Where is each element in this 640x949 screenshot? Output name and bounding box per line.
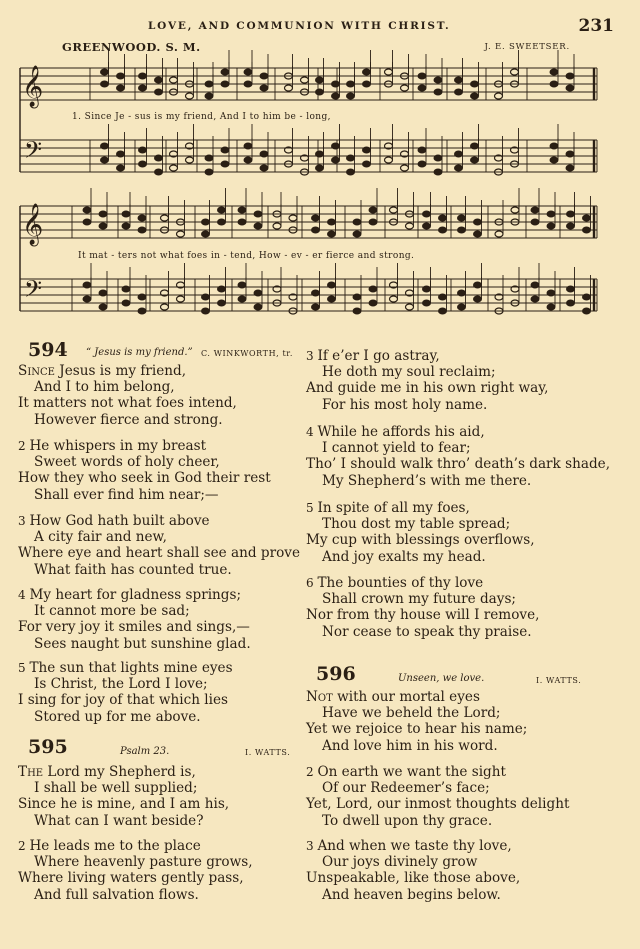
note-head: [418, 73, 426, 79]
note-head: [205, 81, 213, 87]
note-head: [567, 300, 575, 306]
stanza-number: 2: [18, 439, 30, 453]
note-head: [423, 211, 431, 217]
note-head: [583, 294, 591, 300]
hymn-line: Nor from thy house will I remove,: [306, 607, 540, 624]
tune-name: GREENWOOD. S. M.: [62, 40, 201, 54]
note-head: [221, 69, 229, 75]
hymn-line: A city fair and new,: [34, 529, 167, 546]
stanza-initial-word: Not: [306, 689, 333, 705]
stanza-text: How God hath built above: [29, 513, 210, 529]
note-head: [550, 157, 558, 163]
note-head: [471, 93, 479, 99]
note-head: [117, 151, 125, 157]
stanza-text: And when we taste thy love,: [317, 838, 512, 854]
stanza-text: The bounties of thy love: [317, 575, 484, 591]
note-head: [353, 308, 361, 314]
stanza-text: My heart for gladness springs;: [29, 587, 242, 603]
note-head: [186, 157, 194, 163]
hymn-line: And full salvation flows.: [34, 886, 199, 903]
note-head: [369, 207, 377, 213]
hymn-line: Stored up for me above.: [34, 708, 201, 725]
note-head: [138, 227, 146, 233]
note-head: [254, 223, 262, 229]
note-head: [83, 219, 91, 225]
hymn-line: Shall ever find him near;—: [34, 486, 219, 503]
stanza-number: 6: [306, 576, 318, 590]
hymn-line: It cannot more be sad;: [34, 603, 190, 620]
note-head: [177, 231, 185, 237]
note-head: [390, 207, 398, 213]
hymn-line: Yet, Lord, our inmost thoughts delight: [306, 796, 570, 813]
hymn-line: And love him in his word.: [322, 737, 498, 754]
note-head: [99, 211, 107, 217]
note-head: [471, 143, 479, 149]
note-head: [363, 69, 371, 75]
hymn-line: [306, 689, 480, 705]
note-head: [316, 165, 324, 171]
hymn-line: [18, 513, 210, 529]
note-head: [122, 286, 130, 292]
hymn-line: And joy exalts my head.: [322, 548, 486, 565]
note-head: [347, 155, 355, 161]
hymn-line: I shall be well supplied;: [34, 780, 198, 797]
hymn-line: [18, 438, 206, 454]
stanza-text: If e’er I go astray,: [317, 348, 440, 364]
stanza-text: He leads me to the place: [29, 838, 201, 854]
note-head: [218, 219, 226, 225]
hymn-line: Where eye and heart shall see and prove: [18, 545, 301, 562]
note-head: [205, 155, 213, 161]
clef-icon: 𝄢: [24, 136, 43, 169]
note-head: [583, 308, 591, 314]
note-head: [458, 227, 466, 233]
stanza-number: 2: [18, 839, 30, 853]
note-head: [238, 282, 246, 288]
note-head: [202, 308, 210, 314]
note-head: [434, 169, 442, 175]
note-head: [566, 165, 574, 171]
note-head: [423, 286, 431, 292]
note-head: [138, 215, 146, 221]
note-head: [423, 300, 431, 306]
note-head: [511, 207, 519, 213]
note-head: [122, 300, 130, 306]
note-head: [332, 93, 340, 99]
note-head: [439, 308, 447, 314]
stanza-text: He whispers in my breast: [29, 438, 207, 454]
note-head: [170, 77, 178, 83]
note-head: [547, 211, 555, 217]
note-head: [328, 231, 336, 237]
note-head: [531, 219, 539, 225]
running-title: LOVE, AND COMMUNION WITH CHRIST.: [148, 20, 451, 32]
note-head: [289, 215, 297, 221]
note-head: [406, 223, 414, 229]
note-head: [455, 151, 463, 157]
note-head: [474, 231, 482, 237]
note-head: [550, 69, 558, 75]
note-head: [244, 81, 252, 87]
music-score: [0, 0, 640, 330]
stanza-text: Lord my Shepherd is,: [43, 764, 196, 780]
hymn-line: To dwell upon thy grace.: [322, 812, 493, 829]
note-head: [458, 290, 466, 296]
note-head: [332, 81, 340, 87]
note-head: [458, 215, 466, 221]
hymn-line: I cannot yield to fear;: [322, 440, 471, 457]
note-head: [547, 304, 555, 310]
note-head: [117, 73, 125, 79]
hymn-line: Tho’ I should walk thro’ death’s dark shade,: [306, 456, 611, 473]
stanza-number: 5: [18, 661, 30, 675]
stanza-number: 3: [306, 349, 318, 363]
note-head: [155, 89, 163, 95]
note-head: [99, 304, 107, 310]
note-head: [406, 304, 414, 310]
note-head: [353, 231, 361, 237]
note-head: [99, 290, 107, 296]
note-head: [434, 77, 442, 83]
stanza-number: 3: [306, 839, 318, 853]
hymn-line: My Shepherd’s with me there.: [322, 472, 532, 489]
note-head: [439, 227, 447, 233]
note-head: [117, 165, 125, 171]
note-head: [161, 215, 169, 221]
hymn-line: [306, 838, 512, 854]
note-head: [347, 169, 355, 175]
hymn-line: How they who seek in God their rest: [18, 470, 271, 487]
note-head: [471, 81, 479, 87]
note-head: [547, 223, 555, 229]
note-head: [117, 85, 125, 91]
note-head: [218, 286, 226, 292]
clef-icon: 𝄞: [22, 204, 44, 245]
note-head: [155, 77, 163, 83]
note-head: [455, 77, 463, 83]
note-head: [567, 223, 575, 229]
hymn-line: Is Christ, the Lord I love;: [34, 676, 208, 693]
note-head: [122, 223, 130, 229]
hymn-line: Yet we rejoice to hear his name;: [306, 721, 528, 738]
hymn-line: Have we beheld the Lord;: [322, 705, 501, 722]
note-head: [139, 85, 147, 91]
hymn-number: 596: [316, 663, 356, 685]
note-head: [511, 69, 519, 75]
note-head: [238, 296, 246, 302]
note-head: [439, 294, 447, 300]
hymn-line: [18, 838, 201, 854]
note-head: [312, 227, 320, 233]
note-head: [99, 223, 107, 229]
note-head: [401, 165, 409, 171]
note-head: [301, 77, 309, 83]
note-head: [474, 282, 482, 288]
hymn-title: Psalm 23.: [120, 746, 170, 757]
note-head: [363, 81, 371, 87]
stanza-initial-word: Since: [18, 363, 55, 379]
note-head: [155, 169, 163, 175]
note-head: [312, 290, 320, 296]
stanza-number: 2: [306, 765, 318, 779]
note-head: [138, 294, 146, 300]
hymn-line: [18, 363, 186, 379]
note-head: [418, 147, 426, 153]
hymn-line: [18, 587, 241, 603]
note-head: [583, 215, 591, 221]
note-head: [254, 304, 262, 310]
stanza-number: 5: [306, 501, 318, 515]
note-head: [332, 157, 340, 163]
note-head: [244, 69, 252, 75]
note-head: [139, 161, 147, 167]
note-head: [285, 85, 293, 91]
stanza-initial-word: The: [18, 764, 44, 780]
hymn-number: 595: [28, 736, 68, 758]
hymn-line: [306, 500, 470, 516]
note-head: [390, 296, 398, 302]
note-head: [260, 85, 268, 91]
hymn-number: 594: [28, 339, 68, 361]
note-head: [567, 211, 575, 217]
note-head: [205, 169, 213, 175]
note-head: [218, 207, 226, 213]
clef-icon: 𝄞: [22, 66, 44, 107]
stanza-number: 4: [306, 425, 318, 439]
note-head: [260, 165, 268, 171]
note-head: [423, 223, 431, 229]
note-head: [369, 219, 377, 225]
note-head: [434, 89, 442, 95]
hymn-line: [306, 575, 483, 591]
note-head: [401, 85, 409, 91]
page-number: 231: [578, 16, 614, 36]
note-head: [547, 290, 555, 296]
note-head: [83, 296, 91, 302]
hymn-line: It matters not what foes intend,: [18, 395, 237, 412]
note-head: [369, 286, 377, 292]
hymn-line: Sees naught but sunshine glad.: [34, 635, 251, 652]
note-head: [347, 81, 355, 87]
note-head: [474, 219, 482, 225]
clef-icon: 𝄢: [24, 275, 43, 308]
hymn-line: And heaven begins below.: [322, 886, 501, 903]
note-head: [531, 207, 539, 213]
note-head: [474, 296, 482, 302]
note-head: [101, 143, 109, 149]
note-head: [161, 304, 169, 310]
note-head: [369, 300, 377, 306]
note-head: [238, 219, 246, 225]
hymn-line: Shall crown my future days;: [322, 591, 516, 608]
note-head: [363, 147, 371, 153]
hymn-line: [18, 660, 233, 676]
note-head: [273, 223, 281, 229]
note-head: [332, 143, 340, 149]
note-head: [353, 219, 361, 225]
hymn-line: He doth my soul reclaim;: [322, 364, 496, 381]
note-head: [139, 147, 147, 153]
note-head: [550, 81, 558, 87]
note-head: [455, 89, 463, 95]
hymn-line: Sweet words of holy cheer,: [34, 454, 220, 471]
note-head: [238, 207, 246, 213]
note-head: [177, 296, 185, 302]
note-head: [218, 300, 226, 306]
note-head: [531, 282, 539, 288]
note-head: [353, 294, 361, 300]
hymn-line: Unspeakable, like those above,: [306, 870, 521, 887]
hymn-line: [306, 424, 485, 440]
note-head: [566, 151, 574, 157]
hymn-line: And guide me in his own right way,: [306, 380, 549, 397]
note-head: [531, 296, 539, 302]
hymn-line: Thou dost my table spread;: [322, 516, 511, 533]
note-head: [434, 155, 442, 161]
hymn-line: I sing for joy of that which lies: [18, 692, 229, 709]
note-head: [260, 73, 268, 79]
hymn-line: Since he is mine, and I am his,: [18, 796, 230, 813]
stanza-text: The sun that lights mine eyes: [29, 660, 233, 676]
stanza-text: Jesus is my friend,: [54, 363, 187, 379]
note-head: [221, 81, 229, 87]
note-head: [244, 157, 252, 163]
stanza-text: with our mortal eyes: [332, 689, 480, 705]
note-head: [202, 231, 210, 237]
note-head: [202, 294, 210, 300]
hymn-line: [18, 764, 196, 780]
note-head: [495, 231, 503, 237]
stanza-text: While he affords his aid,: [317, 424, 485, 440]
hymn-line: What faith has counted true.: [34, 561, 232, 578]
note-head: [316, 77, 324, 83]
note-head: [138, 308, 146, 314]
note-head: [385, 69, 393, 75]
note-head: [550, 143, 558, 149]
note-head: [205, 93, 213, 99]
note-head: [439, 215, 447, 221]
note-head: [363, 161, 371, 167]
hymn-line: [306, 764, 506, 780]
note-head: [316, 89, 324, 95]
note-head: [101, 157, 109, 163]
stanza-text: On earth we want the sight: [317, 764, 506, 780]
hymn-line: What can I want beside?: [34, 812, 204, 829]
hymn-line: Where living waters gently pass,: [18, 870, 244, 887]
hymn-line: My cup with blessings overflows,: [306, 532, 535, 549]
note-head: [83, 282, 91, 288]
hymn-author: I. WATTS.: [245, 748, 291, 757]
hymn-line: Our joys divinely grow: [322, 854, 478, 871]
lyric-underlay-2: It mat - ters not what foes in - tend, How - ev - er fierce and strong.: [78, 251, 415, 261]
note-head: [583, 227, 591, 233]
note-head: [328, 296, 336, 302]
hymn-line: For very joy it smiles and sings,—: [18, 619, 250, 636]
note-head: [385, 157, 393, 163]
stanza-text: In spite of all my foes,: [317, 500, 470, 516]
note-head: [186, 93, 194, 99]
hymn-line: However fierce and strong.: [34, 411, 223, 428]
hymn-line: Of our Redeemer’s face;: [322, 780, 490, 797]
note-head: [139, 73, 147, 79]
hymn-title: Unseen, we love.: [398, 673, 485, 684]
note-head: [312, 215, 320, 221]
note-head: [471, 157, 479, 163]
hymn-line: For his most holy name.: [322, 396, 488, 413]
note-head: [316, 151, 324, 157]
note-head: [495, 93, 503, 99]
note-head: [566, 85, 574, 91]
stanza-number: 3: [18, 514, 30, 528]
note-head: [328, 219, 336, 225]
hymn-author: C. WINKWORTH, tr.: [201, 349, 293, 358]
note-head: [254, 211, 262, 217]
note-head: [221, 147, 229, 153]
composer: J. E. SWEETSER.: [484, 42, 570, 52]
note-head: [455, 165, 463, 171]
note-head: [312, 304, 320, 310]
note-head: [202, 219, 210, 225]
note-head: [155, 155, 163, 161]
note-head: [221, 161, 229, 167]
stanza-number: 4: [18, 588, 30, 602]
note-head: [101, 69, 109, 75]
hymn-line: Nor cease to speak thy praise.: [322, 623, 532, 640]
hymn-line: And I to him belong,: [34, 379, 175, 396]
lyric-underlay-1: 1. Since Je - sus is my friend, And I to him be - long,: [72, 112, 331, 122]
note-head: [347, 93, 355, 99]
note-head: [566, 73, 574, 79]
note-head: [418, 161, 426, 167]
note-head: [418, 85, 426, 91]
note-head: [254, 290, 262, 296]
note-head: [244, 143, 252, 149]
hymn-line: [306, 348, 440, 364]
note-head: [101, 81, 109, 87]
note-head: [328, 282, 336, 288]
hymn-title: “ Jesus is my friend.”: [86, 347, 193, 358]
hymn-line: Where heavenly pasture grows,: [34, 854, 253, 871]
note-head: [458, 304, 466, 310]
hymn-author: I. WATTS.: [536, 676, 582, 685]
note-head: [567, 286, 575, 292]
note-head: [260, 151, 268, 157]
note-head: [83, 207, 91, 213]
note-head: [122, 211, 130, 217]
note-head: [170, 165, 178, 171]
